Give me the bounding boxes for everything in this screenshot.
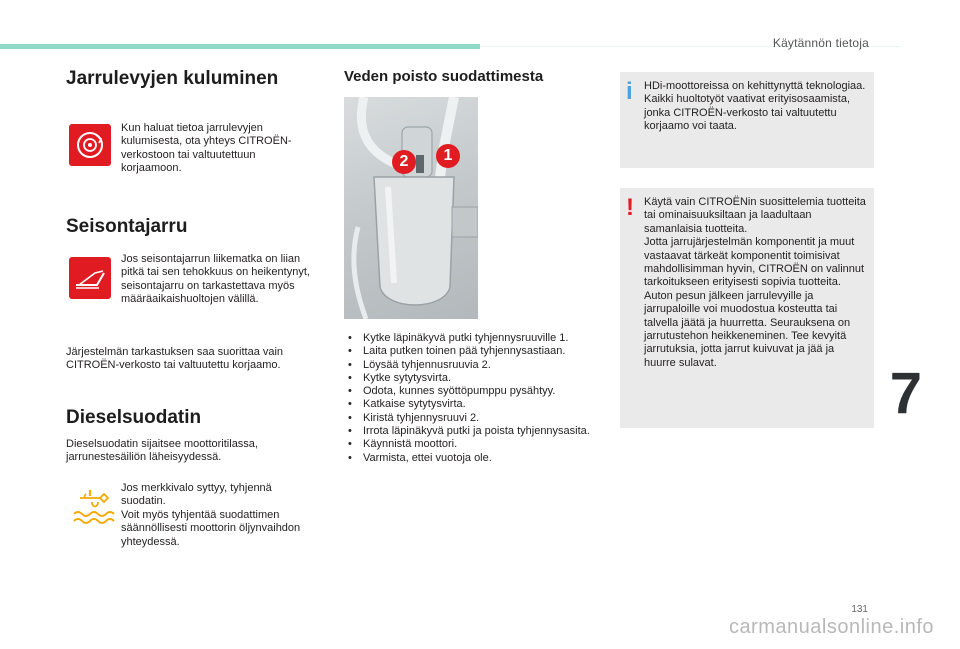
list-item: • Kytke sytytysvirta. bbox=[346, 372, 608, 385]
diesel-warning-line: Jos merkkivalo syttyy, tyhjennä suodatin. bbox=[121, 482, 272, 508]
diesel-filter-photo bbox=[344, 97, 478, 319]
info-icon: i bbox=[626, 78, 633, 105]
warning-paragraph: Auton pesun jälkeen jarrulevyille ja jarrupaloille voi muodostua kosteutta tai talvella jäätä ja huurretta. Seurauksena on jarrutustehon heikkeneminen. Tee kevyitä jarrutuksia, jotta jarrut kuivuvat ja jää ja huurre sulavat. bbox=[644, 289, 851, 369]
watermark: carmanualsonline.info bbox=[728, 616, 934, 638]
diesel-filter-text: Dieselsuodatin sijaitsee moottoritilassa, jarrunestesäiliön läheisyydessä. bbox=[66, 438, 258, 464]
diesel-filter-title: Dieselsuodatin bbox=[66, 407, 202, 428]
parking-brake-lever-icon bbox=[69, 257, 111, 299]
diesel-filter-warning bbox=[121, 482, 311, 549]
info-text: HDi-moottoreissa on kehittynyttä teknologiaa. Kaikki huoltotyöt vaativat erityisosaamista, jonka CITROËN-verkosto tai valtuutettu korjaamo voi taata. bbox=[644, 80, 866, 133]
parking-brake-note: Järjestelmän tarkastuksen saa suorittaa vain CITROËN-verkosto tai valtuutettu korjaamo. bbox=[66, 346, 284, 372]
page-number: 131 bbox=[851, 604, 868, 615]
callout-2: 2 bbox=[392, 150, 416, 174]
warning-text bbox=[644, 196, 868, 370]
warning-box bbox=[620, 188, 874, 428]
warning-paragraph: Käytä vain CITROËNin suosittelemia tuotteita tai ominaisuuksiltaan ja laadultaan samanlaisia tuotteita. bbox=[644, 196, 866, 235]
list-item: • Löysää tyhjennusruuvia 2. bbox=[346, 359, 608, 372]
callout-1: 1 bbox=[436, 144, 460, 168]
list-item: • Kytke läpinäkyvä putki tyhjennysruuville 1. bbox=[346, 332, 608, 345]
list-item: • Varmista, ettei vuotoja ole. bbox=[346, 452, 608, 465]
list-item: • Odota, kunnes syöttöpumppu pysähtyy. bbox=[346, 385, 608, 398]
list-item: • Laita putken toinen pää tyhjennysastiaan. bbox=[346, 345, 608, 358]
water-drain-steps bbox=[346, 332, 608, 465]
parking-brake-text: Jos seisontajarrun liikematka on liian pitkä tai sen tehokkuus on heikentynyt, seisontajarru on tarkastettava myös määräaikaishuoltojen välillä. bbox=[121, 253, 310, 306]
water-drain-title: Veden poisto suodattimesta bbox=[344, 68, 544, 85]
brake-discs-text: Kun haluat tietoa jarrulevyjen kulumisesta, ota yhteys CITROËN-verkostoon tai valtuutettuun korjaamoon. bbox=[121, 122, 292, 175]
diesel-warning-line: Voit myös tyhjentää suodattimen säännöllisesti moottorin öljynvaihdon yhteydessä. bbox=[121, 508, 301, 548]
chapter-number: 7 bbox=[889, 361, 922, 426]
water-in-diesel-warning-icon bbox=[70, 484, 116, 526]
list-item: • Käynnistä moottori. bbox=[346, 438, 608, 451]
warning-paragraph: Jotta jarrujärjestelmän komponentit ja muut vastaavat tärkeät komponentit toimisivat mahdollisimman hyvin, CITROËN on valinnut tarkoitukseen erityisesti sopivia tuotteita. bbox=[644, 236, 865, 289]
list-item: • Katkaise sytytysvirta. bbox=[346, 398, 608, 411]
info-box bbox=[620, 72, 874, 168]
list-item: • Irrota läpinäkyvä putki ja poista tyhjennysasita. bbox=[346, 425, 608, 438]
brake-discs-title: Jarrulevyjen kuluminen bbox=[66, 68, 279, 89]
list-item: • Kiristä tyhjennysruuvi 2. bbox=[346, 412, 608, 425]
top-accent-bar bbox=[0, 44, 480, 49]
parking-brake-title: Seisontajarru bbox=[66, 216, 188, 237]
section-header: Käytännön tietoja bbox=[772, 36, 869, 50]
brake-disc-icon bbox=[69, 124, 111, 166]
exclamation-icon: ! bbox=[626, 194, 634, 221]
